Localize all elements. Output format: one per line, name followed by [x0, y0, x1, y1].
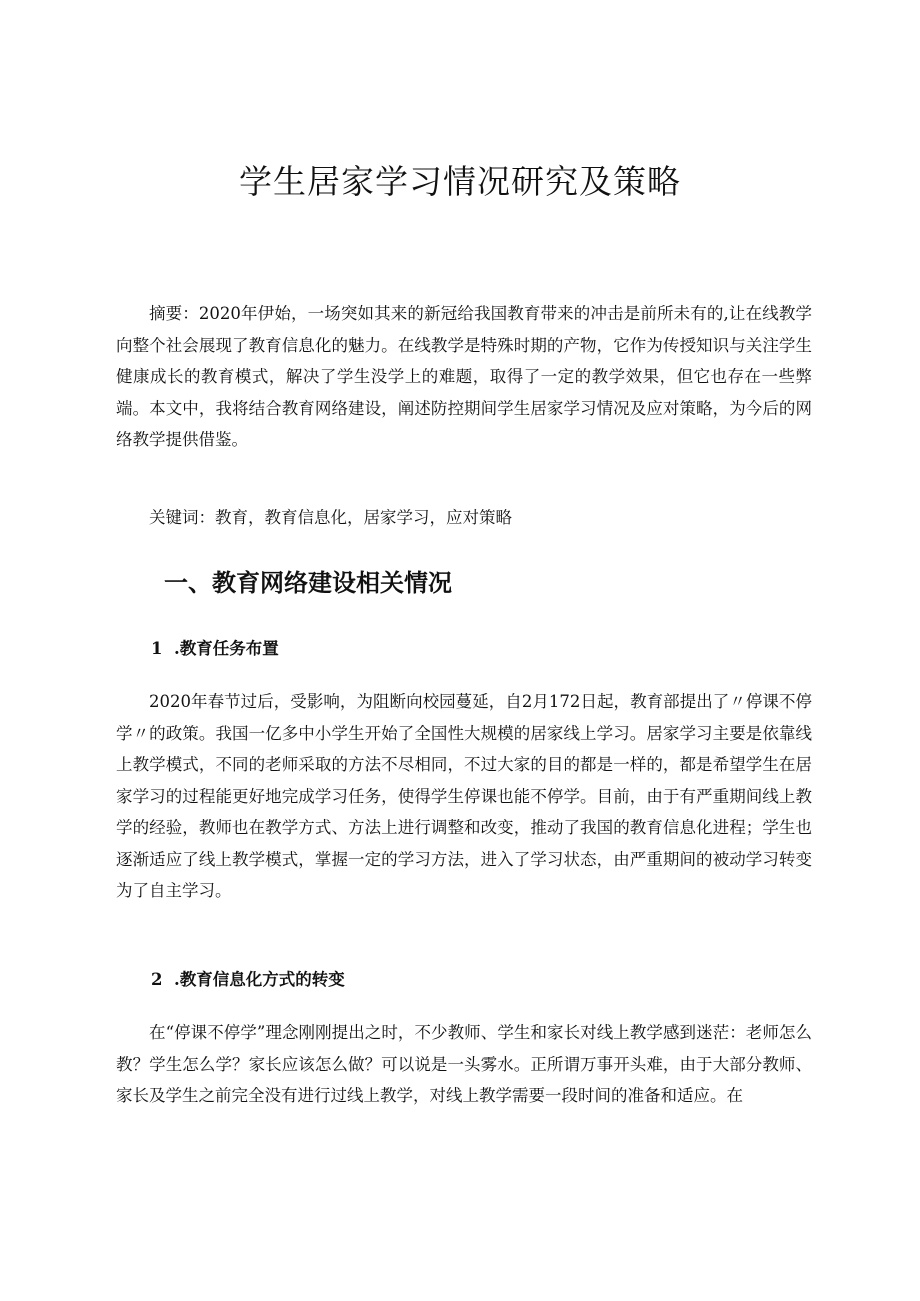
section-heading: 一、教育网络建设相关情况 [164, 568, 452, 597]
subsection-1-paragraph: 2020年春节过后，受影响，为阻断向校园蔓延，自2月172日起，教育部提出了〃停课不停学〃的政策。我国一亿多中小学生开始了全国性大规模的居家线上学习。居家学习主要是依靠线上教学模式，不同的老师采取的方法不尽相同，不过大家的目的都是一样的，都是希望学生在居家学习的过程能更好地完成学习任务，使得学生停课也能不停学。目前，由于有严重期间线上教学的经验，教师也在教学方式、方法上进行调整和改变，推动了我国的教育信息化进程；学生也逐渐适应了线上教学模式，掌握一定的学习方法，进入了学习状态，由严重期间的被动学习转变为了自主学习。 [116, 692, 812, 900]
abstract-paragraph: 摘要：2020年伊始，一场突如其来的新冠给我国教育带来的冲击是前所未有的,让在线教学向整个社会展现了教育信息化的魅力。在线教学是特殊时期的产物，它作为传授知识与关注学生健康成长的教育模式，解决了学生没学上的难题，取得了一定的教学效果，但它也存在一些弊端。本文中，我将结合教育网络建设，阐述防控期间学生居家学习情况及应对策略，为今后的网络教学提供借鉴。 [116, 304, 812, 449]
document-title: 学生居家学习情况研究及策略 [239, 162, 681, 201]
subsection-2-paragraph: 在“停课不停学”理念刚刚提出之时，不少教师、学生和家长对线上教学感到迷茫：老师怎么教？学生怎么学？家长应该怎么做？可以说是一头雾水。正所谓万事开头难，由于大部分教师、家长及学生之前完全没有进行过线上教学，对线上教学需要一段时间的准备和适应。在 [116, 1023, 812, 1105]
subsection-heading-2: 2 .教育信息化方式的转变 [151, 970, 345, 989]
subsection-heading-1: 1 .教育任务布置 [151, 639, 279, 658]
keywords-line: 关键词：教育，教育信息化，居家学习，应对策略 [149, 508, 512, 527]
